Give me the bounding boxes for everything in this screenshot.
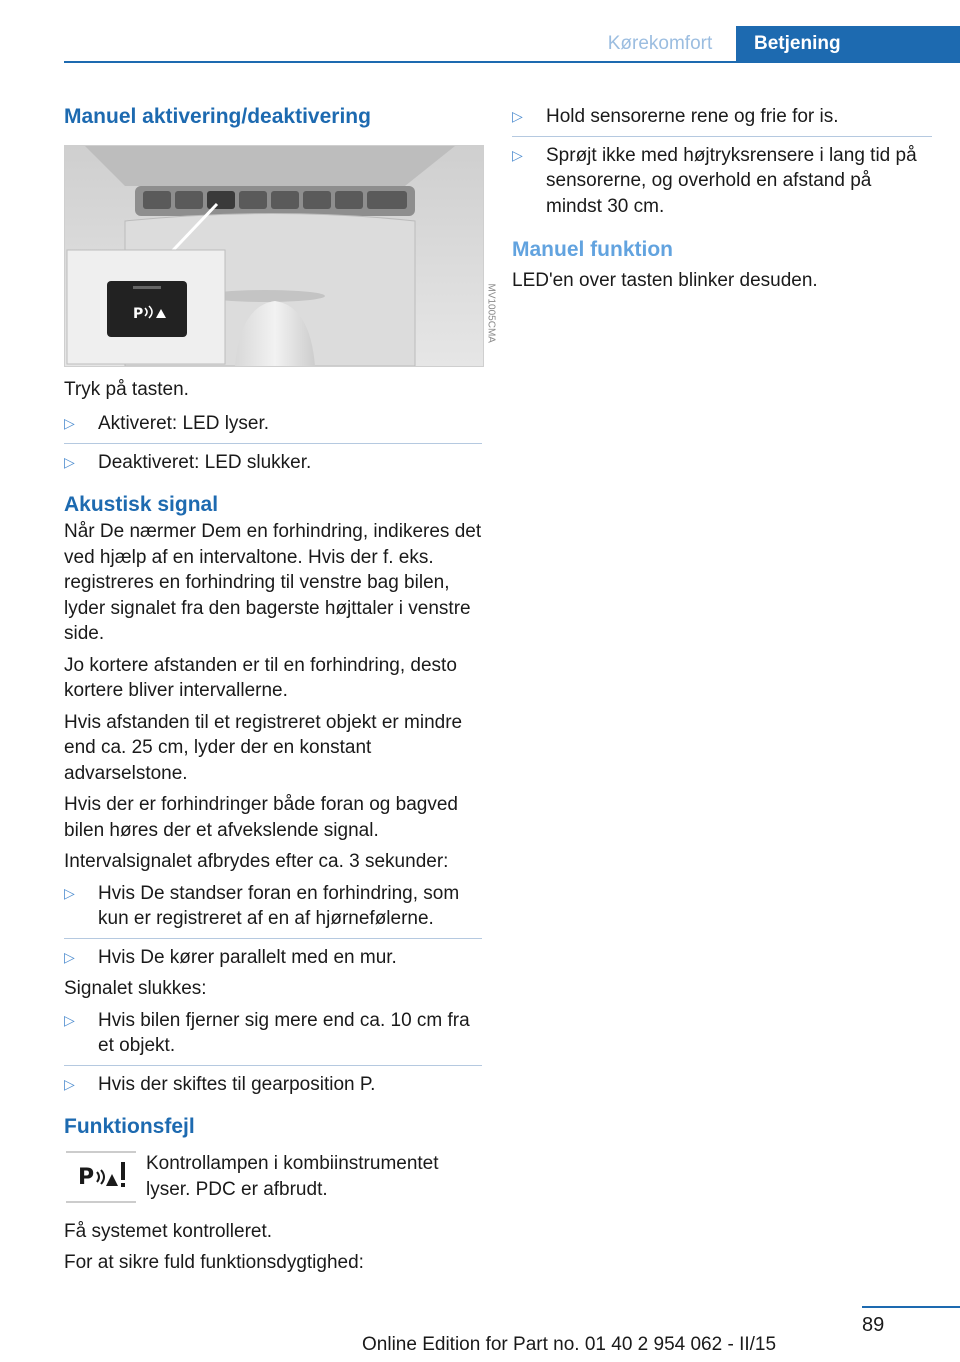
center-console-image [65, 146, 483, 366]
paragraph: Intervalsignalet afbrydes efter ca. 3 sekunder: [64, 851, 449, 872]
list-item: ▷ Hvis der skiftes til gearposition P. [64, 1072, 482, 1098]
fault-description: Kontrollampen i kombiinstrumentet lyser. PDC er afbrudt. [146, 1153, 439, 1200]
list-item: ▷ Hold sensorerne rene og frie for is. [512, 104, 932, 130]
signal-off-list [64, 1008, 482, 1098]
image-watermark: MV1005CMA [485, 283, 497, 343]
sensor-care-list [512, 104, 932, 219]
triangle-right-icon: ▷ [64, 415, 75, 431]
acoustic-body [64, 519, 482, 1097]
heading-manual-function: Manuel funktion [512, 238, 673, 261]
list-item: ▷ Hvis De kører parallelt med en mur. [64, 945, 482, 971]
heading-malfunction: Funktionsfejl [64, 1115, 195, 1138]
triangle-right-icon: ▷ [64, 453, 75, 470]
paragraph: Hvis afstanden til et registreret objekt er mindre end ca. 25 cm, lyder der en konstant advarselstone. [64, 711, 463, 784]
triangle-right-icon: ▷ [512, 146, 523, 163]
list-item: ▷ Hvis De standser foran en forhindring, som kun er registreret af en af hjørnefølerne. [64, 882, 460, 929]
tab-betjening[interactable]: Betjening [736, 26, 960, 61]
paragraph-get-checked: Få systemet kontrolleret. [64, 1221, 273, 1242]
footer-rule [862, 1306, 960, 1308]
paragraph: Jo kortere afstanden er til en forhindring, desto kortere bliver intervallerne. [64, 654, 457, 701]
list-item: ▷ Deaktiveret: LED slukker. [64, 450, 482, 476]
svg-text:P: P [133, 306, 144, 322]
heading-acoustic-signal: Akustisk signal [64, 493, 219, 516]
press-instruction: Tryk på tasten. [64, 379, 189, 400]
triangle-right-icon: ▷ [64, 948, 75, 965]
triangle-right-icon: ▷ [64, 1075, 75, 1092]
paragraph: Signalet slukkes: [64, 978, 207, 999]
triangle-right-icon: ▷ [512, 108, 523, 124]
paragraph: Når De nærmer Dem en forhindring, indikeres det ved hjælp af en intervaltone. Hvis der f. eks. registreres en forhindring til venstre bag bilen, lyder signalet fra den bagerste højttaler i venstre side. [64, 521, 482, 644]
pdc-warning-icon [66, 1150, 136, 1204]
header-rule [64, 61, 960, 63]
list-item: ▷ Aktiveret: LED lyser. [64, 411, 482, 437]
interrupt-list [64, 881, 482, 971]
page-number: 89 [862, 1314, 885, 1336]
list-item: ▷ Sprøjt ikke med højtryksrensere i lang tid på sensorerne, og overhold en afstand på mindst 30 cm. [512, 144, 917, 217]
triangle-right-icon: ▷ [64, 1011, 75, 1028]
edition-footer: Online Edition for Part no. 01 40 2 954 062 - II/15 [362, 1334, 777, 1355]
led-list [64, 411, 482, 475]
paragraph: Hvis der er forhindringer både foran og bagved bilen høres der et afvekslende signal. [64, 794, 458, 841]
tab-korekomfort[interactable]: Kørekomfort [607, 33, 713, 54]
svg-text:P: P [78, 1165, 95, 1190]
manual-function-text: LED'en over tasten blinker desuden. [512, 270, 818, 291]
console-photo [64, 145, 484, 367]
triangle-right-icon: ▷ [64, 884, 75, 901]
heading-manual-activation: Manuel aktivering/deaktivering [64, 105, 371, 128]
paragraph-full-function: For at sikre fuld funktionsdygtighed: [64, 1252, 364, 1273]
list-item: ▷ Hvis bilen fjerner sig mere end ca. 10 cm fra et objekt. [64, 1009, 470, 1056]
